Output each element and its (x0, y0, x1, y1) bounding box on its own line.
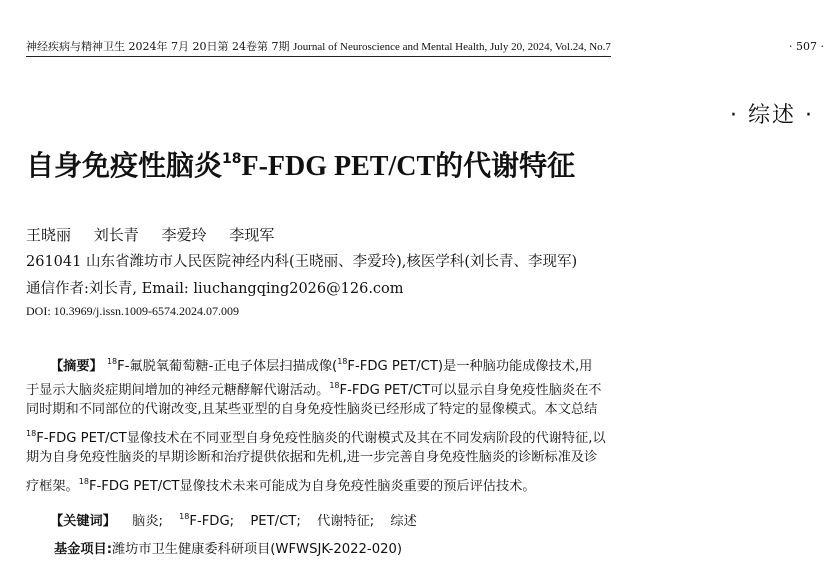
abstract-line (26, 422, 702, 446)
title-prefix: 自身免疫性脑炎 (26, 149, 223, 182)
author: 刘长青 (93, 226, 139, 244)
title-superscript: 18 (222, 151, 242, 167)
superscript: 18 (329, 381, 340, 390)
correspondence (26, 277, 404, 298)
journal-name-cn: 神经疾病与精神卫生 2024年 7月 20日第 24卷第 7期 (26, 40, 290, 53)
affiliation: 261041 山东省潍坊市人民医院神经内科(王晓丽、李爱玲),核医学科(刘长青、李现军) (26, 254, 578, 270)
funding (54, 538, 402, 557)
keyword: 综述 (390, 514, 417, 529)
keyword: 代谢特征; (317, 514, 375, 529)
journal-citation (26, 38, 611, 57)
correspondence-label: 通信作者: (26, 281, 89, 297)
title-latin: F-FDG PET/CT (241, 151, 436, 182)
page-number: · 507 · (789, 40, 824, 53)
author: 李现军 (229, 226, 275, 244)
correspondence-text: 刘长青, Email: liuchangqing2026@126.com (88, 281, 404, 297)
keyword-text: F-FDG; (189, 514, 235, 529)
superscript: 18 (26, 429, 37, 438)
funding-text: 潍坊市卫生健康委科研项目(WFWSJK-2022-020) (112, 542, 403, 557)
author: 王晓丽 (26, 226, 72, 244)
abstract-text: F-FDG PET/CT可以显示自身免疫性脑炎在不 (339, 383, 602, 398)
abstract-text: F-FDG PET/CT显像技术在不同亚型自身免疫性脑炎的代谢模式及其在不同发病阶段的代谢特征,以 (36, 431, 606, 446)
funding-label: 基金项目: (54, 542, 113, 557)
abstract-line (26, 374, 702, 398)
abstract-text: 于显示大脑炎症期间增加的神经元糖酵解代谢活动。 (26, 383, 330, 398)
running-header (26, 38, 832, 56)
abstract-label: 【摘要】 (50, 359, 103, 374)
section-tag: · 综述 · (730, 103, 814, 128)
superscript: 18 (106, 357, 118, 366)
abstract-line (26, 350, 702, 374)
article-title (26, 144, 575, 184)
superscript: 18 (337, 357, 348, 366)
doi: DOI: 10.3969/j.issn.1009-6574.2024.07.009 (26, 304, 239, 318)
journal-name-en: Journal of Neuroscience and Mental Health, July 20, 2024, Vol.24, No.7 (292, 41, 611, 53)
abstract-text: 同时期和不同部位的代谢改变,且某些亚型的自身免疫性脑炎已经形成了特定的显像模式。本文总结 (26, 402, 598, 417)
abstract-text: 疗框架。 (26, 479, 79, 494)
superscript: 18 (78, 477, 89, 486)
abstract-line (26, 470, 702, 494)
abstract-text: 期为自身免疫性脑炎的早期诊断和治疗提供依据和先机,进一步完善自身免疫性脑炎的诊断标准及诊 (26, 450, 598, 465)
keywords-label: 【关键词】 (50, 514, 116, 529)
abstract-text: F-氟脱氧葡萄糖-正电子体层扫描成像( (117, 359, 338, 374)
abstract-line (26, 446, 702, 470)
abstract-text: F-FDG PET/CT)是一种脑功能成像技术,用 (347, 359, 593, 374)
keywords (50, 510, 417, 529)
superscript: 18 (179, 512, 190, 521)
abstract (26, 350, 702, 494)
keyword (179, 514, 234, 529)
title-suffix: 的代谢特征 (435, 149, 576, 182)
author: 李爱玲 (161, 226, 207, 244)
keyword: 脑炎; (132, 514, 163, 529)
abstract-text: F-FDG PET/CT显像技术未来可能成为自身免疫性脑炎重要的预后评估技术。 (88, 479, 536, 494)
author-list (26, 224, 292, 245)
abstract-line (26, 398, 702, 422)
keyword: PET/CT; (250, 514, 301, 529)
